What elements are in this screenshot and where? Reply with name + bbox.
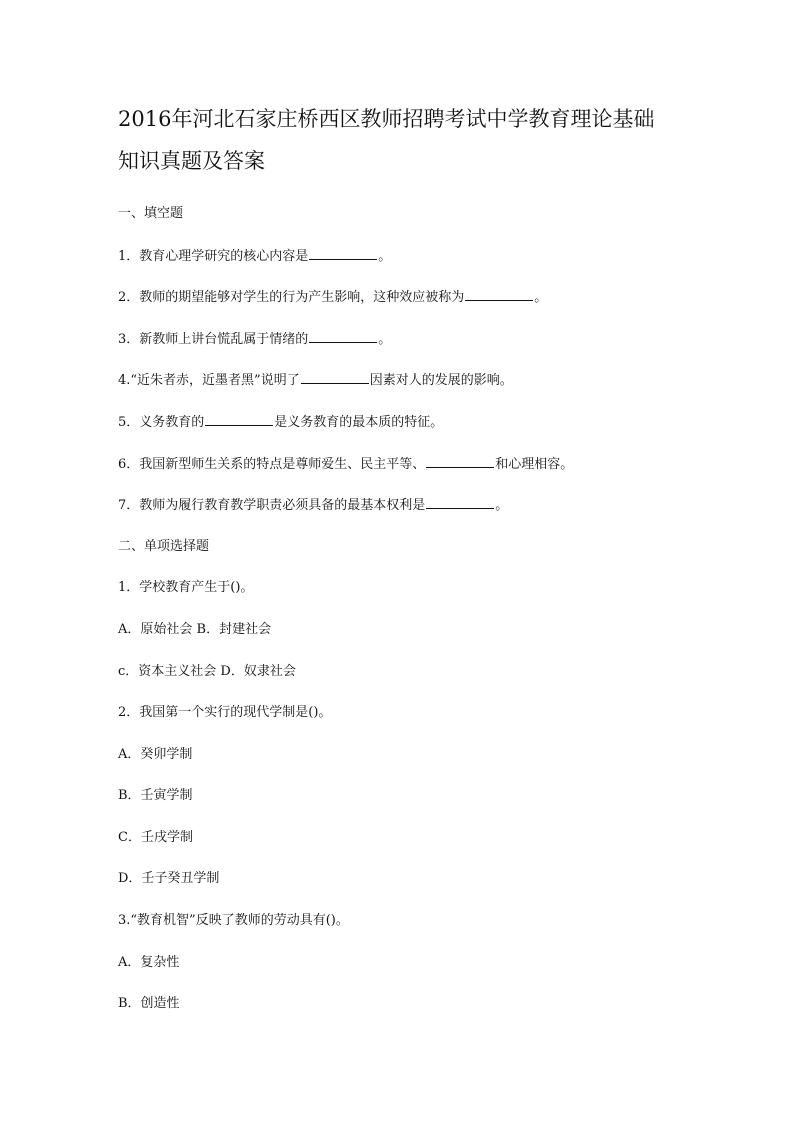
fill-blank-question-6 [118, 455, 573, 474]
question-text: 是义务教育的最本质的特征。 [274, 415, 444, 430]
question-text: 1．教育心理学研究的核心内容是 [118, 249, 309, 264]
choice-question-3-option-a: A．复杂性 [118, 955, 180, 970]
choice-question-2-option-c: C．壬戌学制 [118, 830, 193, 845]
fill-blank-question-3 [118, 330, 391, 349]
question-text: 。 [495, 498, 509, 513]
choice-question-2-option-d: D．壬子癸丑学制 [118, 871, 220, 886]
fill-blank-question-4 [118, 371, 513, 390]
choice-question-1-stem: 1．学校教育产生于()。 [118, 580, 254, 595]
choice-question-1-options-row-2: c．资本主义社会 D．奴隶社会 [118, 664, 296, 679]
question-text: 。 [378, 249, 392, 264]
question-text: 。 [534, 290, 548, 305]
question-text: 5．义务教育的 [118, 415, 205, 430]
answer-blank [426, 455, 494, 468]
section-heading-fill-blank: 一、填空题 [118, 206, 184, 221]
question-text: 4.“近朱者赤，近墨者黑”说明了 [118, 373, 300, 388]
choice-question-3-option-b: B．创造性 [118, 996, 180, 1011]
fill-blank-question-2 [118, 288, 547, 307]
question-text: 3．新教师上讲台慌乱属于情绪的 [118, 332, 309, 347]
fill-blank-question-1 [118, 247, 391, 266]
choice-question-2-option-b: B．壬寅学制 [118, 788, 193, 803]
document-title-line-2: 知识真题及答案 [118, 149, 265, 173]
question-text: 7．教师为履行教育教学职责必须具备的最基本权利是 [118, 498, 426, 513]
answer-blank [465, 288, 533, 301]
question-text: 和心理相容。 [495, 457, 574, 472]
section-heading-single-choice: 二、单项选择题 [118, 539, 210, 554]
answer-blank [205, 413, 273, 426]
question-text: 。 [378, 332, 392, 347]
question-text: 因素对人的发展的影响。 [369, 373, 513, 388]
answer-blank [309, 247, 377, 260]
fill-blank-question-5 [118, 413, 443, 432]
question-text: 6．我国新型师生关系的特点是尊师爱生、民主平等、 [118, 457, 426, 472]
answer-blank [309, 330, 377, 343]
fill-blank-question-7 [118, 496, 508, 515]
choice-question-1-options-row-1: A．原始社会 B．封建社会 [118, 622, 272, 637]
choice-question-2-stem: 2．我国第一个实行的现代学制是()。 [118, 705, 332, 720]
answer-blank [301, 371, 369, 384]
choice-question-2-option-a: A．癸卯学制 [118, 747, 193, 762]
answer-blank [426, 496, 494, 509]
document-title-line-1: 2016年河北石家庄桥西区教师招聘考试中学教育理论基础 [118, 107, 655, 131]
question-text: 2．教师的期望能够对学生的行为产生影响，这种效应被称为 [118, 290, 465, 305]
choice-question-3-stem: 3.“教育机智”反映了教师的劳动具有()。 [118, 913, 349, 928]
